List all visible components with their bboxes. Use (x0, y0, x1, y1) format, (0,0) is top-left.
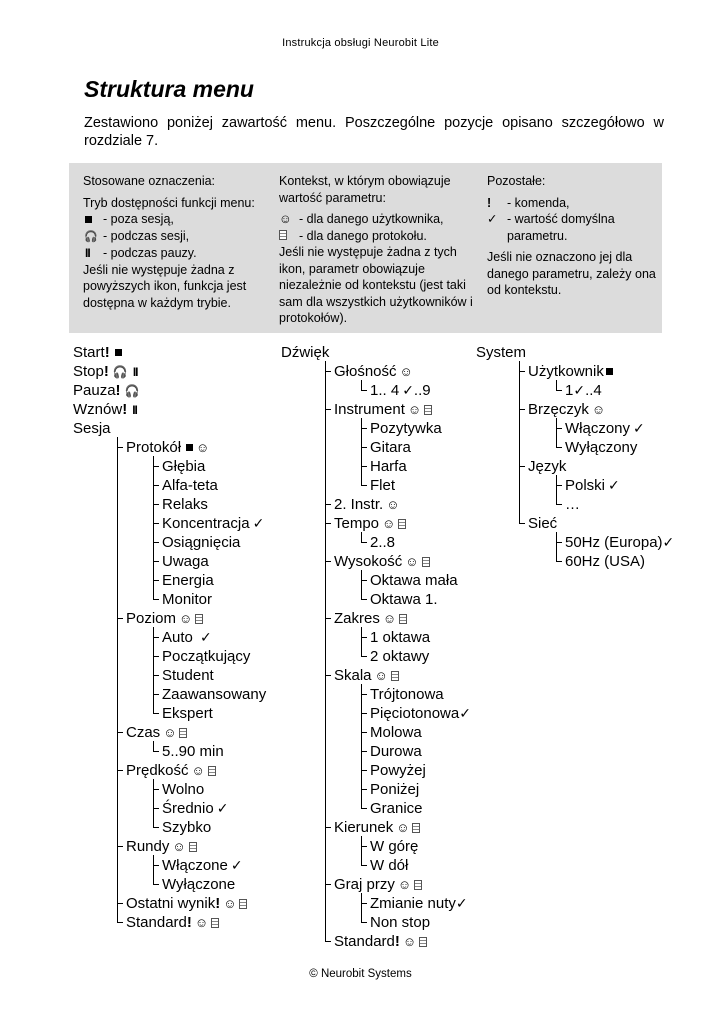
menu-item-ostatni-wynik: Ostatni wynik! ☺ (126, 894, 247, 913)
legend-row-label: - wartość domyślna parametru. (507, 212, 615, 243)
legend-note: Jeśli nie występuje żadna z powyższych ikon, funkcja jest dostępna w każdym trybie. (83, 262, 247, 310)
legend-note: Jeśli nie występuje żadna z tych ikon, parametr obowiązuje niezależnie od kontekstu (jest taki sam dla wszystkich użytkowników i protokołów). (279, 245, 473, 325)
smiley-icon: ☺ (382, 516, 396, 531)
document-icon (424, 405, 432, 415)
menu-item-jezyk: Język (528, 458, 567, 475)
smiley-icon: ☺ (172, 839, 186, 854)
menu-item-czas: Czas ☺ (126, 723, 187, 742)
smiley-icon: ☺ (591, 402, 606, 417)
smiley-icon: ☺ (163, 725, 177, 740)
document-icon (399, 614, 407, 624)
legend-row-label: - poza sesją, (103, 212, 174, 226)
menu-item-uzytkownik: Użytkownik (528, 362, 613, 381)
option-predkosc-0: Wolno (162, 781, 205, 798)
option-siec-1: 60Hz (USA) (565, 553, 646, 570)
checkmark-icon: ✓ (662, 534, 675, 550)
option-instrument-1: Gitara (370, 439, 411, 456)
option-siec-0: 50Hz (Europa)✓ (565, 534, 675, 551)
legend-note: Jeśli nie oznaczono jej dla danego parametru, zależy ona od kontekstu. (487, 250, 656, 297)
option-skala-4: Powyżej (370, 762, 426, 779)
legend-other-column (487, 173, 659, 299)
option-instrument-0: Pozytywka (370, 420, 442, 437)
legend-box (69, 163, 662, 333)
option-poziom-4: Ekspert (162, 705, 213, 722)
option-graj-0: Zmianie nuty✓ (370, 895, 468, 912)
square-icon (83, 211, 103, 228)
menu-item-standard: Standard! ☺ (126, 913, 219, 932)
smiley-icon: ☺ (405, 554, 419, 569)
option-brzeczyk-0: Włączony ✓ (565, 420, 645, 437)
option-brzeczyk-1: Wyłączony (565, 439, 638, 456)
option-protokol-2: Relaks (162, 496, 208, 513)
smiley-icon: ☺ (382, 611, 397, 626)
menu-item-sesja: Sesja (73, 420, 111, 437)
option-czas-0: 5..90 min (162, 743, 224, 760)
option-protokol-1: Alfa-teta (162, 477, 218, 494)
document-icon (391, 671, 399, 681)
document-icon (422, 557, 430, 567)
menu-item-brzeczyk: Brzęczyk ☺ (528, 401, 606, 418)
headphones-icon: 🎧 (112, 365, 128, 379)
legend-row-label: - podczas pauzy. (103, 246, 197, 260)
legend-row-default (487, 211, 659, 244)
document-icon (211, 918, 219, 928)
option-uzytkownik-range: 1✓..4 (565, 382, 602, 399)
option-rundy-1: Wyłączone (162, 876, 236, 893)
legend-row-label: - komenda, (507, 195, 570, 210)
option-graj-1: Non stop (370, 914, 431, 931)
document-icon (412, 823, 420, 833)
smiley-icon: ☺ (196, 440, 210, 455)
page-footer: © Neurobit Systems (309, 968, 412, 980)
option-kierunek-1: W dół (370, 857, 409, 874)
option-protokol-7: Monitor (162, 591, 213, 608)
menu-item-poziom: Poziom ☺ (126, 609, 203, 628)
smiley-icon: ☺ (396, 820, 410, 835)
legend-row-label: - podczas sesji, (103, 229, 190, 243)
exclamation-icon: ! (487, 195, 492, 210)
menu-item-instr2: 2. Instr. ☺ (334, 496, 400, 513)
option-skala-2: Molowa (370, 724, 422, 741)
smiley-icon: ☺ (179, 611, 193, 626)
smiley-icon: ☺ (407, 402, 422, 417)
option-protokol-0: Głębia (162, 458, 206, 475)
smiley-icon: ☺ (191, 763, 205, 778)
legend-row-label: - dla danego użytkownika, (299, 212, 444, 226)
menu-item-dzwiek: Dźwięk (281, 344, 330, 361)
checkmark-icon: ✓ (573, 382, 586, 398)
option-instrument-3: Flet (370, 477, 396, 494)
menu-item-predkosc: Prędkość ☺ (126, 761, 216, 780)
menu-item-zakres: Zakres ☺ (334, 609, 407, 628)
option-protokol-6: Energia (162, 572, 214, 589)
option-skala-0: Trójtonowa (370, 686, 444, 703)
menu-item-wznow: Wznów! II (73, 401, 137, 418)
checkmark-icon: ✓ (455, 895, 468, 911)
menu-item-standard-sound: Standard! ☺ (334, 932, 427, 951)
menu-item-wysokosc: Wysokość ☺ (334, 552, 430, 571)
option-wysokosc-0: Oktawa mała (370, 572, 458, 589)
legend-availability-column (83, 173, 275, 311)
option-glosnosc-range: 1.. 4 ✓..9 (370, 382, 431, 399)
option-zakres-1: 2 oktawy (370, 648, 430, 665)
legend-row-during-session (83, 228, 275, 246)
checkmark-icon: ✓ (230, 857, 243, 873)
headphones-icon: 🎧 (84, 230, 98, 243)
pause-icon: II (132, 403, 137, 417)
pause-icon: II (85, 246, 90, 260)
legend-row-during-pause (83, 245, 275, 262)
option-zakres-0: 1 oktawa (370, 629, 431, 646)
menu-item-siec: Sieć (528, 515, 558, 532)
option-predkosc-2: Szybko (162, 819, 212, 836)
smiley-icon: ☺ (194, 915, 209, 930)
smiley-icon: ☺ (386, 497, 400, 512)
legend-subheading: Tryb dostępności funkcji menu: (83, 195, 255, 210)
option-poziom-1: Początkujący (162, 648, 251, 665)
running-header: Instrukcja obsługi Neurobit Lite (282, 37, 439, 49)
option-protokol-3: Koncentracja ✓ (162, 515, 265, 532)
checkmark-icon: ✓ (608, 477, 620, 493)
headphones-icon: 🎧 (124, 384, 140, 398)
legend-row-label: - dla danego protokołu. (299, 228, 427, 243)
option-poziom-2: Student (162, 667, 214, 684)
menu-item-pauza: Pauza! 🎧 (73, 382, 140, 399)
legend-heading: Kontekst, w którym obowiązuje wartość parametru: (279, 174, 451, 205)
menu-item-rundy: Rundy ☺ (126, 837, 197, 856)
document-icon (419, 937, 427, 947)
checkmark-icon: ✓ (402, 382, 414, 398)
legend-heading: Stosowane oznaczenia: (83, 174, 216, 188)
document-icon (208, 766, 216, 776)
menu-item-start: Start! (73, 343, 122, 362)
document-icon (279, 228, 299, 245)
smiley-icon: ☺ (279, 212, 292, 226)
option-jezyk-1: … (565, 496, 580, 513)
smiley-icon: ☺ (223, 896, 237, 911)
option-skala-6: Granice (370, 800, 423, 817)
checkmark-icon: ✓ (216, 800, 229, 816)
smiley-icon: ☺ (374, 668, 388, 683)
option-poziom-3: Zaawansowany (162, 686, 267, 703)
option-skala-1: Pięciotonowa✓ (370, 705, 471, 722)
menu-item-glosnosc: Głośność ☺ (334, 363, 413, 380)
document-icon (195, 614, 203, 624)
option-tempo-0: 2..8 (370, 534, 396, 551)
square-icon (115, 349, 122, 356)
option-predkosc-1: Średnio ✓ (162, 800, 229, 817)
square-icon (606, 368, 613, 375)
option-wysokosc-1: Oktawa 1. (370, 591, 438, 608)
document-icon (179, 728, 187, 738)
legend-row-protocol (279, 228, 477, 245)
checkmark-icon: ✓ (252, 515, 265, 531)
legend-heading: Pozostałe: (487, 174, 546, 188)
checkmark-icon: ✓ (633, 420, 645, 436)
legend-row-user (279, 211, 477, 228)
menu-item-tempo: Tempo ☺ (334, 514, 406, 533)
document-icon (414, 880, 422, 890)
option-protokol-4: Osiągnięcia (162, 534, 241, 551)
option-kierunek-0: W górę (370, 838, 419, 855)
option-skala-5: Poniżej (370, 781, 420, 798)
section-title: Struktura menu (84, 76, 254, 102)
document-icon (239, 899, 247, 909)
menu-item-protokol: Protokół ☺ (126, 439, 210, 456)
option-instrument-2: Harfa (370, 458, 407, 475)
menu-item-kierunek: Kierunek ☺ (334, 818, 420, 837)
legend-row-outside-session (83, 211, 275, 228)
checkmark-icon: ✓ (459, 705, 471, 721)
menu-item-instrument: Instrument ☺ (334, 400, 432, 419)
smiley-icon: ☺ (397, 877, 412, 892)
checkmark-icon: ✓ (200, 629, 212, 645)
option-rundy-0: Włączone ✓ (162, 857, 243, 874)
checkmark-icon: ✓ (487, 212, 498, 226)
menu-item-system: System (476, 344, 527, 361)
pause-icon: II (132, 365, 138, 379)
menu-item-stop: Stop! 🎧 II (73, 363, 138, 380)
menu-item-graj-przy: Graj przy ☺ (334, 875, 422, 894)
option-poziom-0: Auto ✓ (162, 629, 212, 646)
smiley-icon: ☺ (399, 364, 413, 379)
square-icon (186, 444, 193, 451)
legend-row-command (487, 195, 659, 212)
option-jezyk-0: Polski ✓ (565, 477, 620, 494)
section-intro: Zestawiono poniżej zawartość menu. Poszczególne pozycje opisano szczegółowo w rozdziale 7. (84, 115, 664, 149)
document-icon (398, 519, 406, 529)
menu-item-skala: Skala ☺ (334, 666, 399, 685)
tree-branch-line (117, 437, 118, 922)
option-skala-3: Durowa (370, 743, 422, 760)
smiley-icon: ☺ (402, 934, 417, 949)
document-icon (189, 842, 197, 852)
option-protokol-5: Uwaga (162, 553, 209, 570)
legend-context-column (279, 173, 477, 327)
